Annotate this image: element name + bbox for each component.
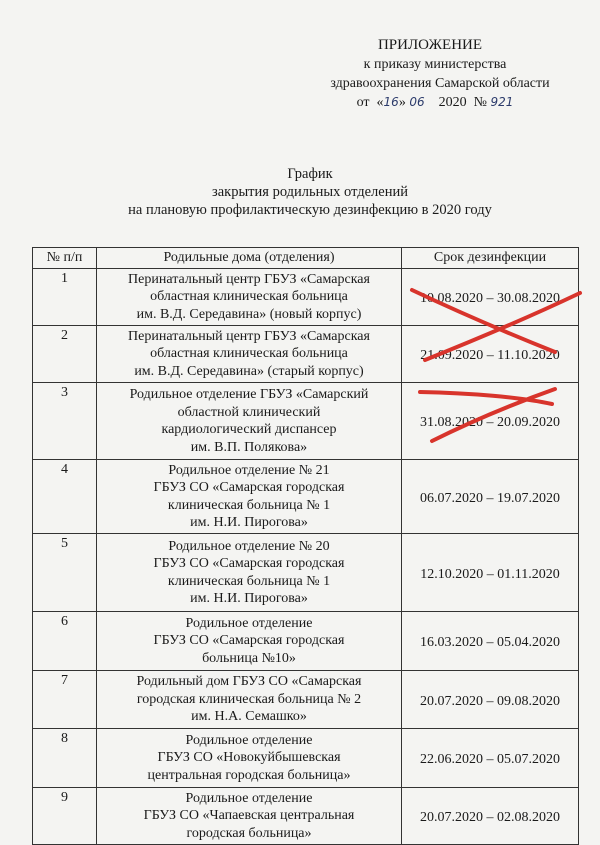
schedule-table: [32, 247, 579, 845]
table-row: [33, 534, 579, 612]
table-row: [33, 460, 579, 534]
row-number: 7: [33, 671, 97, 729]
disinfection-period: 20.07.2020 – 02.08.2020: [402, 788, 579, 845]
hospital-line: Родильное отделение № 20: [168, 538, 330, 554]
hospital-name: [97, 729, 402, 788]
handwritten-day: 16: [383, 95, 399, 109]
document-title: [40, 165, 580, 219]
hospital-name: [97, 612, 402, 671]
hospital-name: [97, 671, 402, 729]
hospital-line: ГБУЗ СО «Самарская городская: [153, 556, 345, 571]
number-label: №: [473, 95, 487, 110]
disinfection-period: 16.03.2020 – 05.04.2020: [402, 612, 579, 671]
disinfection-period: 10.08.2020 – 30.08.2020: [402, 269, 579, 326]
hospital-name: [97, 383, 402, 460]
hospital-line: им. Н.И. Пирогова»: [190, 515, 308, 530]
hospital-name: [97, 269, 402, 326]
table-row: [33, 326, 579, 383]
hospital-name: [97, 534, 402, 612]
hospital-line: ГБУЗ СО «Новокуйбышевская: [157, 750, 341, 766]
hospital-line: им. В.Д. Середавина» (новый корпус): [136, 306, 362, 322]
row-number: 6: [33, 612, 97, 671]
row-number: 3: [33, 383, 97, 460]
hospital-line: им. Н.А. Семашко»: [191, 709, 307, 725]
hospital-line: Родильное отделение: [185, 615, 313, 631]
handwritten-month: 06: [409, 95, 425, 109]
hospital-line: центральная городская больница»: [147, 767, 351, 783]
hospital-line: Родильное отделение ГБУЗ «Самарский: [129, 387, 369, 402]
table-row: [33, 788, 579, 845]
hospital-line: Перинатальный центр ГБУЗ «Самарская: [128, 328, 370, 344]
hospital-line: областной клинический: [177, 404, 321, 420]
table-row: [33, 269, 579, 326]
row-number: 1: [33, 269, 97, 326]
disinfection-period: 06.07.2020 – 19.07.2020: [402, 460, 579, 534]
hospital-line: областная клиническая больница: [150, 346, 348, 362]
table-header-row: [33, 248, 579, 269]
row-number: 9: [33, 788, 97, 845]
hospital-line: ГБУЗ СО «Чапаевская центральная: [143, 808, 355, 824]
hospital-line: клиническая больница № 1: [167, 573, 331, 589]
title-line-1: График: [287, 166, 333, 182]
hospital-line: больница №10»: [202, 650, 296, 666]
hospital-line: ГБУЗ СО «Самарская городская: [153, 480, 345, 495]
table-row: [33, 612, 579, 671]
disinfection-period: 22.06.2020 – 05.07.2020: [402, 729, 579, 788]
appendix-title: ПРИЛОЖЕНИЕ: [377, 37, 483, 53]
appendix-header: [300, 36, 560, 112]
header-hospital: Родильные дома (отделения): [97, 248, 402, 269]
hospital-line: городская клиническая больница № 2: [136, 691, 362, 707]
date-close-quote: »: [398, 95, 406, 110]
hospital-name: [97, 460, 402, 534]
hospital-line: клиническая больница № 1: [167, 497, 331, 513]
from-label: от: [356, 95, 370, 110]
disinfection-period: 12.10.2020 – 01.11.2020: [402, 534, 579, 612]
hospital-line: им. Н.И. Пирогова»: [190, 591, 308, 606]
hospital-line: кардиологический диспансер: [161, 422, 337, 437]
header-number: № п/п: [33, 248, 97, 269]
hospital-line: Родильный дом ГБУЗ СО «Самарская: [136, 674, 362, 690]
title-line-2: закрытия родильных отделений: [211, 184, 408, 200]
disinfection-period: 31.08.2020 – 20.09.2020: [402, 383, 579, 460]
row-number: 5: [33, 534, 97, 612]
disinfection-period: 21.09.2020 – 11.10.2020: [402, 326, 579, 383]
hospital-line: им. В.Д. Середавина» (старый корпус): [134, 363, 364, 379]
date-open-quote: «: [376, 95, 384, 110]
hospital-line: Родильное отделение: [185, 790, 313, 806]
row-number: 4: [33, 460, 97, 534]
header-period: Срок дезинфекции: [402, 248, 579, 269]
hospital-line: Родильное отделение: [185, 732, 313, 748]
row-number: 8: [33, 729, 97, 788]
hospital-name: [97, 326, 402, 383]
year: 2020: [438, 95, 467, 110]
table-row: [33, 671, 579, 729]
handwritten-order-number: 921: [490, 95, 514, 109]
row-number: 2: [33, 326, 97, 383]
appendix-ministry: здравоохранения Самарской области: [330, 76, 550, 91]
table-row: [33, 383, 579, 460]
hospital-line: областная клиническая больница: [150, 289, 348, 305]
hospital-line: им. В.П. Полякова»: [190, 439, 308, 455]
appendix-order-ref: к приказу министерства: [363, 57, 507, 72]
hospital-name: [97, 788, 402, 845]
disinfection-period: 20.07.2020 – 09.08.2020: [402, 671, 579, 729]
hospital-line: Родильное отделение № 21: [168, 462, 330, 478]
hospital-line: ГБУЗ СО «Самарская городская: [153, 633, 345, 649]
appendix-date-line: [300, 93, 560, 112]
hospital-line: городская больница»: [186, 825, 312, 841]
hospital-line: Перинатальный центр ГБУЗ «Самарская: [128, 271, 370, 287]
title-line-3: на плановую профилактическую дезинфекцию в 2020 году: [128, 202, 492, 218]
table-row: [33, 729, 579, 788]
